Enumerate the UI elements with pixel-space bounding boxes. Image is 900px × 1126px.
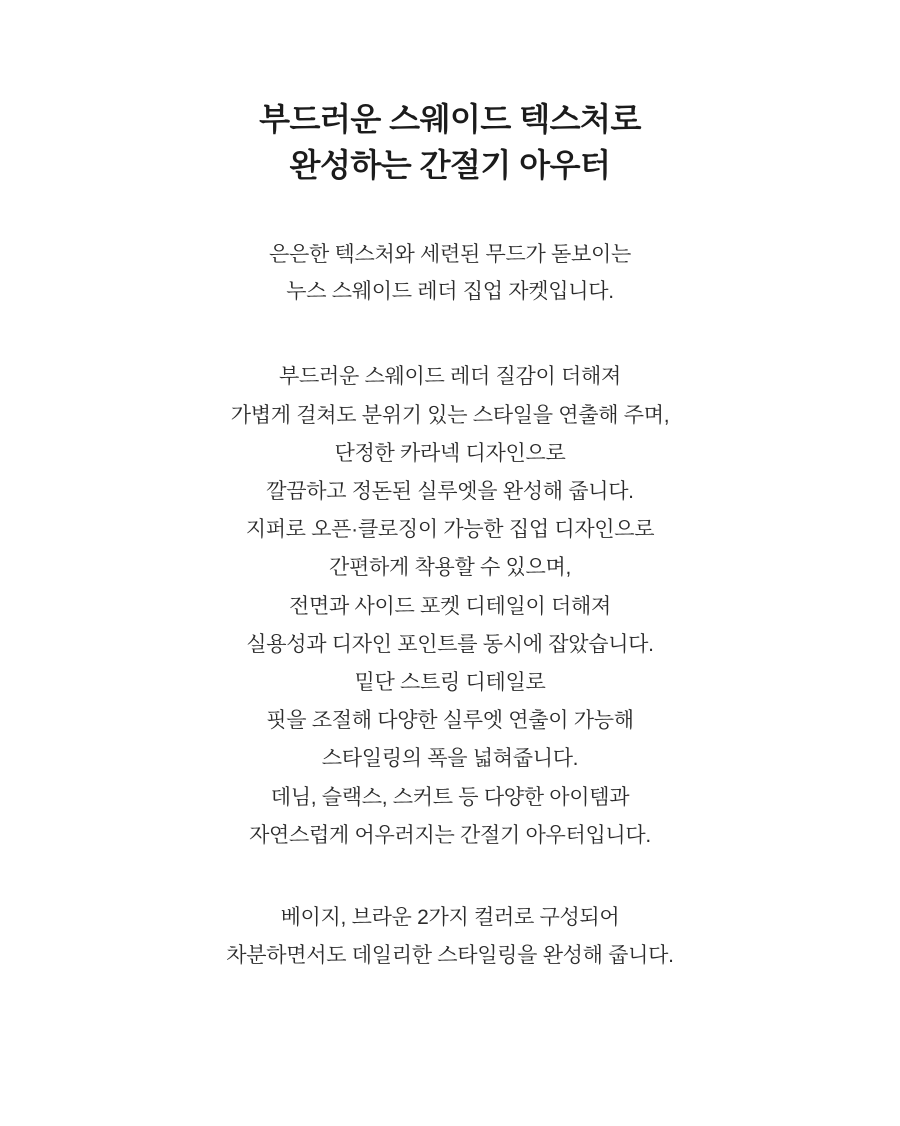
closing-line-1: 베이지, 브라운 2가지 컬러로 구성되어 [280,906,620,930]
details-line-4: 깔끔하고 정돈된 실루엣을 완성해 줍니다. [266,479,634,503]
details-line-13: 자연스럽게 어우러지는 간절기 아우터입니다. [249,823,651,847]
page-title [259,96,641,189]
details-line-7: 전면과 사이드 포켓 디테일이 더해져 [289,594,611,618]
details-line-8: 실용성과 디자인 포인트를 동시에 잡았습니다. [246,632,654,656]
details-line-11: 스타일링의 폭을 넓혀줍니다. [321,747,579,771]
details-line-5: 지퍼로 오픈·클로징이 가능한 집업 디자인으로 [245,518,655,542]
intro-line-1: 은은한 텍스처와 세련된 무드가 돋보이는 [269,242,631,266]
page-title-line-2: 완성하는 간절기 아우터 [289,147,611,184]
details-line-10: 핏을 조절해 다양한 실루엣 연출이 가능해 [266,709,634,733]
closing-line-2: 차분하면서도 데일리한 스타일링을 완성해 줍니다. [226,943,674,967]
page-title-line-1: 부드러운 스웨이드 텍스처로 [259,101,641,137]
details-paragraph [231,358,669,855]
details-line-3: 단정한 카라넥 디자인으로 [334,441,566,465]
details-line-6: 간편하게 착용할 수 있으며, [329,556,571,580]
details-line-12: 데님, 슬랙스, 스커트 등 다양한 아이템과 [270,785,630,809]
intro-line-2: 누스 스웨이드 레더 집업 자켓입니다. [286,279,614,303]
intro-paragraph [269,237,631,311]
details-line-2: 가볍게 걸쳐도 분위기 있는 스타일을 연출해 주며, [230,403,670,427]
closing-paragraph [226,899,673,975]
details-line-1: 부드러운 스웨이드 레더 질감이 더해져 [279,365,621,389]
details-line-9: 밑단 스트링 디테일로 [354,671,546,695]
